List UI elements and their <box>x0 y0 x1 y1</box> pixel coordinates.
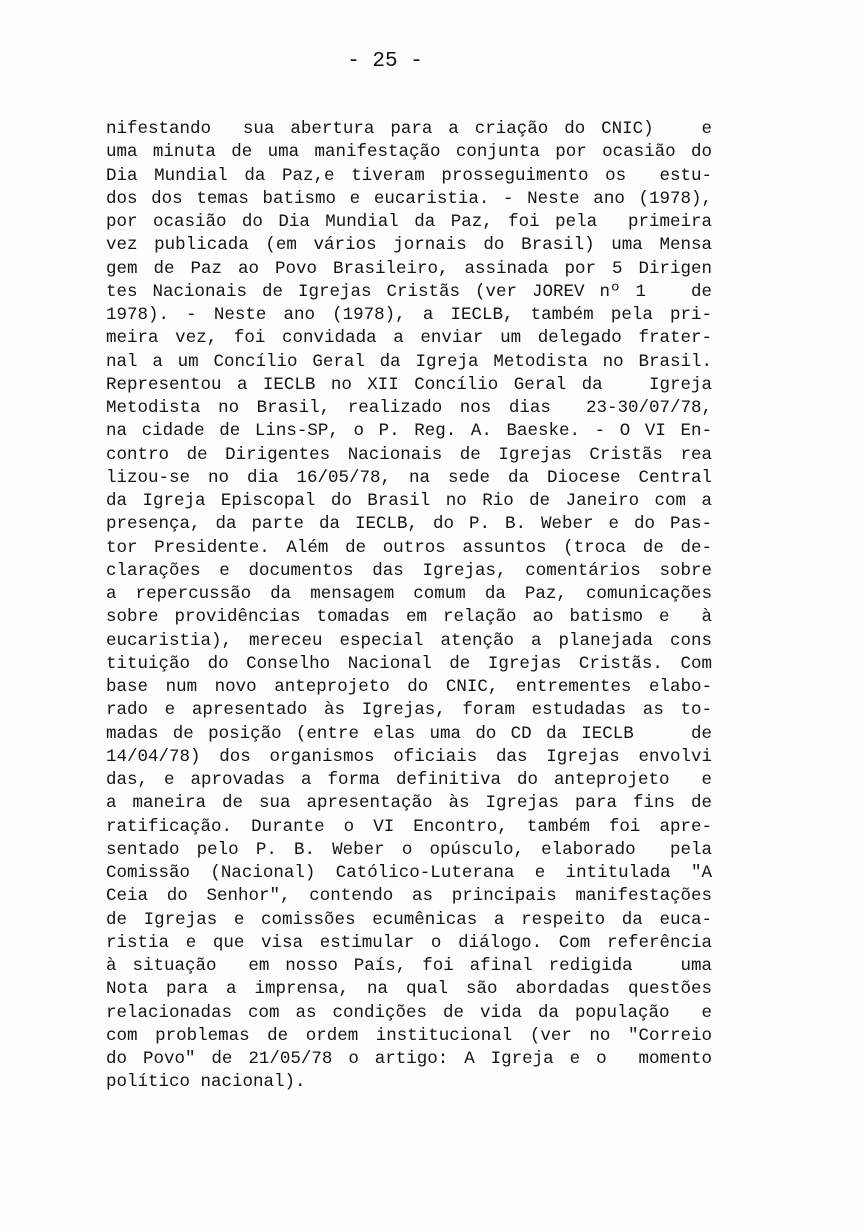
text-line: da Igreja Episcopal do Brasil no Rio de Janeiro com a <box>106 491 712 511</box>
text-line: Metodista no Brasil, realizado nos dias 23-30/07/78, <box>106 398 712 418</box>
text-line: nal a um Concílio Geral da Igreja Metodista no Brasil. <box>106 351 712 372</box>
text-line: Nota para a imprensa, na qual são abordadas questões <box>106 979 712 1000</box>
text-line: uma minuta de uma manifestação conjunta por ocasião do <box>106 142 712 163</box>
text-line: ristia e que visa estimular o diálogo. Com referência <box>106 932 712 953</box>
text-line: Comissão (Nacional) Católico-Luterana e intitulada "A <box>106 863 712 883</box>
text-line: na cidade de Lins-SP, o P. Reg. A. Baeske. - O VI En- <box>106 421 712 442</box>
text-line: tituição do Conselho Nacional de Igrejas Cristãs. Com <box>106 653 712 674</box>
text-line: Ceia do Senhor", contendo as principais manifestações <box>106 886 712 907</box>
text-line: tes Nacionais de Igrejas Cristãs (ver JOREV nº 1 de <box>106 281 712 302</box>
text-line: do Povo" de 21/05/78 o artigo: A Igreja e o momento <box>106 1049 712 1069</box>
text-line: sentado pelo P. B. Weber o opúsculo, elaborado pela <box>106 839 712 860</box>
text-line: Representou a IECLB no XII Concílio Geral da Igreja <box>106 374 712 395</box>
text-line: relacionadas com as condições de vida da população e <box>106 1002 712 1023</box>
body-paragraph <box>106 118 712 1095</box>
text-line: gem de Paz ao Povo Brasileiro, assinada por 5 Dirigen <box>106 258 712 279</box>
text-line: a maneira de sua apresentação às Igrejas para fins de <box>106 793 712 814</box>
text-line: clarações e documentos das Igrejas, comentários sobre <box>106 560 712 581</box>
text-line: com problemas de ordem institucional (ver no "Correio <box>106 1025 712 1046</box>
text-line: político nacional). <box>106 1072 306 1093</box>
text-line: ratificação. Durante o VI Encontro, também foi apre- <box>106 816 712 837</box>
text-line: das, e aprovadas a forma definitiva do anteprojeto e <box>106 770 712 790</box>
text-line: 1978). - Neste ano (1978), a IECLB, também pela pri- <box>106 305 712 325</box>
text-line: Dia Mundial da Paz,e tiveram prosseguimento os estu- <box>106 165 712 186</box>
text-line: tor Presidente. Além de outros assuntos (troca de de- <box>106 537 712 558</box>
text-line: madas de posição (entre elas uma do CD da IECLB de <box>106 723 712 744</box>
text-line: rado e apresentado às Igrejas, foram estudadas as to- <box>106 700 712 721</box>
text-line: eucaristia), mereceu especial atenção a planejada cons <box>106 630 712 651</box>
text-line: de Igrejas e comissões ecumênicas a respeito da euca- <box>106 909 712 930</box>
text-line: por ocasião do Dia Mundial da Paz, foi pela primeira <box>106 212 712 232</box>
text-line: meira vez, foi convidada a enviar um delegado frater- <box>106 328 712 349</box>
text-line: a repercussão da mensagem comum da Paz, comunicações <box>106 584 712 604</box>
text-line: nifestando sua abertura para a criação do CNIC) e <box>106 119 712 139</box>
text-line: à situação em nosso País, foi afinal redigida uma <box>106 956 712 976</box>
text-line: contro de Dirigentes Nacionais de Igrejas Cristãs rea <box>106 444 712 465</box>
page-number: - 25 - <box>347 50 423 73</box>
text-line: vez publicada (em vários jornais do Brasil) uma Mensa <box>106 235 712 256</box>
text-line: dos dos temas batismo e eucaristia. - Neste ano (1978), <box>106 188 712 209</box>
text-line: lizou-se no dia 16/05/78, na sede da Diocese Central <box>106 467 712 488</box>
text-line: sobre providências tomadas em relação ao batismo e à <box>106 607 712 628</box>
text-line: base num novo anteprojeto do CNIC, entrementes elabo- <box>106 677 712 697</box>
text-line: 14/04/78) dos organismos oficiais das Igrejas envolvi <box>106 746 712 767</box>
text-line: presença, da parte da IECLB, do P. B. Weber e do Pas- <box>106 514 712 535</box>
